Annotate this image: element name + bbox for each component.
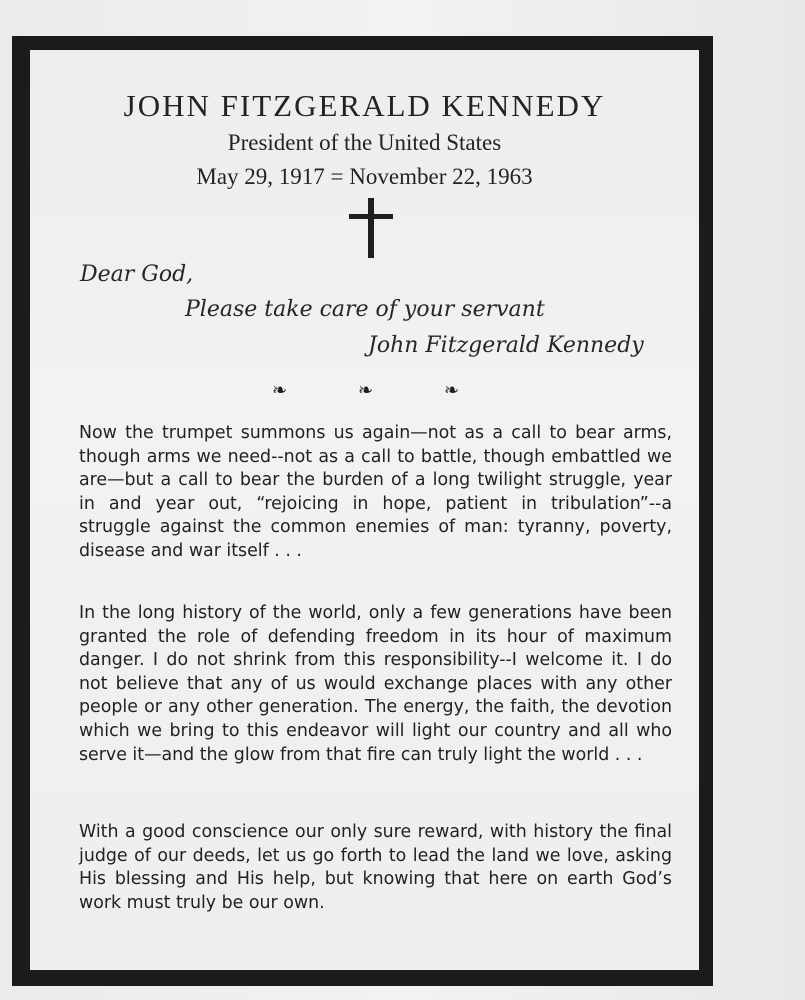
fleuron-ornament-icon: ❧	[358, 380, 374, 401]
fleuron-ornament-icon: ❧	[272, 380, 288, 401]
prayer-signature: John Fitzgerald Kennedy	[368, 333, 644, 358]
quote-paragraph: With a good conscience our only sure reward, with history the final judge of our deeds, let us go forth to lead the land we love, asking His blessing and His help, but knowing that here on earth God’s work must truly be our own.	[79, 822, 672, 913]
fleuron-ornament-icon: ❧	[444, 380, 460, 401]
memorial-name: JOHN FITZGERALD KENNEDY	[123, 88, 606, 123]
quote-paragraph: Now the trumpet summons us again—not as a call to bear arms, though arms we need--not as a call to battle, though embattled we are—but a call to bear the burden of a long twilight struggle, year in and year out, “rejoicing in hope, patient in tribulation”--a struggle against the common enemies of man: tyranny, poverty, disease and war itself . . .	[79, 423, 672, 561]
ornament-row	[272, 380, 482, 404]
prayer-salutation: Dear God,	[80, 262, 194, 287]
memorial-office: President of the United States	[227, 130, 502, 155]
memorial-card-panel	[30, 50, 699, 970]
prayer-line: Please take care of your servant	[185, 297, 545, 322]
cross-icon	[349, 198, 393, 258]
memorial-card	[12, 36, 713, 986]
memorial-dates: May 29, 1917 = November 22, 1963	[196, 164, 533, 189]
quote-paragraph: In the long history of the world, only a few generations have been granted the role of defending freedom in its hour of maximum danger. I do not shrink from this responsibility--I welcome it. I do not believe that any of us would exchange places with any other people or any other generation. The energy, the faith, the devotion which we bring to this endeavor will light our country and all who serve it—and the glow from that fire can truly light the world . . .	[79, 603, 672, 765]
